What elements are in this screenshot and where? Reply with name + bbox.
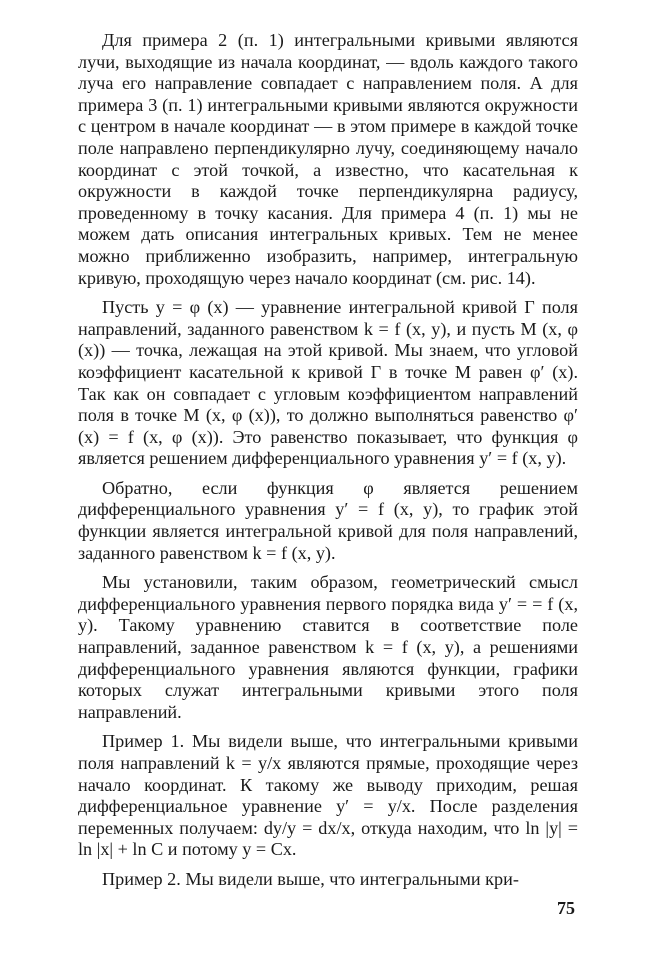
example-2-paragraph [78,869,578,891]
paragraph-text: Пример 1. Мы видели выше, что интегральными кривыми поля направлений k = y/x являются прямые, проходящие через начало координат. К такому же выводу приходим, решая дифференциальное уравнение y′ = y/x. После разделения переменных получаем: dy/y = dx/x, откуда находим, что ln |y| = ln |x| + ln C и потому y = Cx. [78,731,578,860]
example-1-paragraph [78,731,578,861]
paragraph-text: Пример 2. Мы видели выше, что интегральными кри- [102,868,519,889]
paragraph-3 [78,478,578,564]
page-number: 75 [557,898,575,918]
paragraph-text: Мы установили, таким образом, геометрический смысл дифференциального уравнения первого порядка вида y′ = = f (x, y). Такому уравнению ставится в соответствие поле направлений, заданное равенством k = f (x, y), а решениями дифференциального уравнения являются функции, графики которых служат интегральными кривыми этого поля направлений. [78,572,578,722]
paragraph-1 [78,30,578,289]
paragraph-text: Обратно, если функция φ является решением дифференциального уравнения y′ = f (x, y), то график этой функции является интегральной кривой для поля направлений, заданного равенством k = f (x, y). [78,477,578,563]
paragraph-text: Для примера 2 (п. 1) интегральными кривыми являются лучи, выходящие из начала координат, — вдоль каждого такого луча его направление совпадает с направлением поля. А для примера 3 (п. 1) интегральными кривыми являются окружности с центром в начале координат — в этом примере в каждой точке поле направлено перпендикулярно лучу, соединяющему начало координат с этой точкой, а известно, что касательная к окружности в каждой точке перпендикулярна радиусу, проведенному в точку касания. Для примера 4 (п. 1) мы не можем дать описания интегральных кривых. Тем не менее можно приближенно изобразить, например, интегральную кривую, проходящую через начало координат (см. рис. 14). [78,30,578,288]
page-body [78,30,578,899]
paragraph-2 [78,297,578,470]
paragraph-4 [78,572,578,723]
paragraph-text: Пусть y = φ (x) — уравнение интегральной кривой Γ поля направлений, заданного равенством k = f (x, y), и пусть M (x, φ (x)) — точка, лежащая на этой кривой. Мы знаем, что угловой коэффициент касательной к кривой Γ в точке M равен φ′ (x). Так как он совпадает с угловым коэффициентом направлений поля в точке M (x, φ (x)), то должно выполняться равенство φ′ (x) = f (x, φ (x)). Это равенство показывает, что функция φ является решением дифференциального уравнения y′ = f (x, y). [78,297,578,469]
